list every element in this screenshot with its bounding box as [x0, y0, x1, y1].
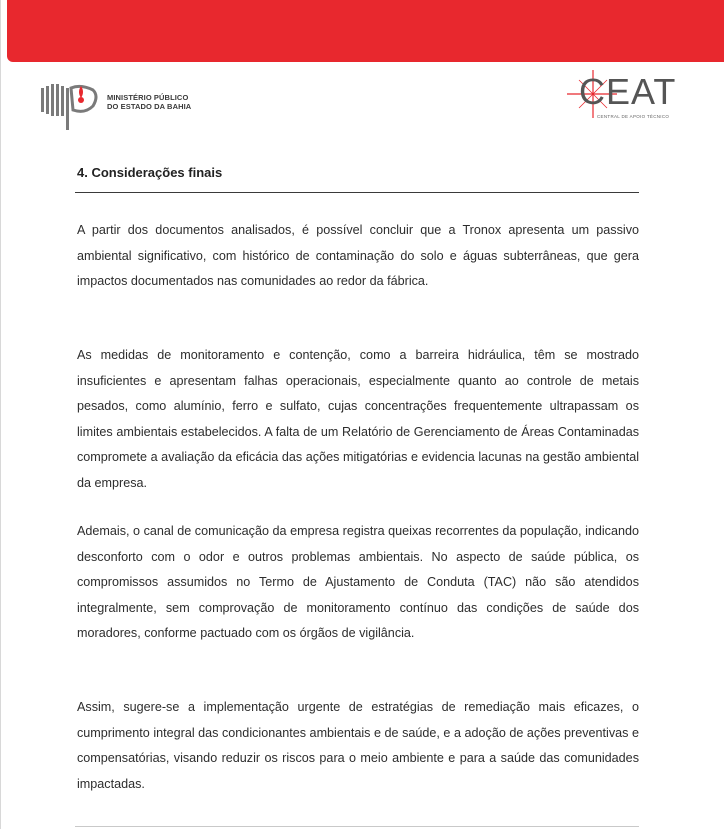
paragraph-4: Assim, sugere-se a implementação urgente de estratégias de remediação mais eficazes, o cumprimento integral das condicionantes ambientais e de saúde, e a adoção de ações preventivas e compensatórias, visando reduzir os riscos para o meio ambiente e para a saúde das comunidades impactadas.	[77, 700, 639, 791]
paragraph-3: Ademais, o canal de comunicação da empresa registra queixas recorrentes da população, indicando desconforto com o odor e outros problemas ambientais. No aspecto de saúde pública, os compromissos assumidos no Termo de Ajustamento de Conduta (TAC) não são atendidos integralmente, sem comprovação de monitoramento contínuo das condições de saúde dos moradores, conforme pactuado com os órgãos de vigilância.	[77, 524, 639, 640]
mp-line-1: MINISTÉRIO PÚBLICO	[107, 93, 189, 102]
section-title: 4. Considerações finais	[77, 165, 223, 180]
paragraph-1: A partir dos documentos analisados, é possível concluir que a Tronox apresenta um passivo ambiental significativo, com histórico de contaminação do solo e águas subterrâneas, que gera impactos documentados nas comunidades ao redor da fábrica.	[77, 223, 639, 288]
title-divider	[75, 192, 639, 193]
header-red-band	[7, 0, 724, 62]
ceat-logo-text: CEAT	[579, 71, 677, 112]
mp-bahia-name	[107, 93, 191, 111]
footer-divider	[75, 826, 639, 827]
paragraph-2: As medidas de monitoramento e contenção, como a barreira hidráulica, têm se mostrado insuficientes e apresentam falhas operacionais, especialmente quanto ao controle de metais pesados, como alumínio, ferro e sulfato, cujas concentrações frequentemente ultrapassam os limites ambientais estabelecidos. A falta de um Relatório de Gerenciamento de Áreas Contaminadas compromete a avaliação da eficácia das ações mitigatórias e evidencia lacunas na gestão ambiental da empresa.	[77, 348, 639, 490]
ceat-subtitle: CENTRAL DE APOIO TÉCNICO	[597, 114, 670, 119]
mp-line-2: DO ESTADO DA BAHIA	[107, 102, 192, 111]
